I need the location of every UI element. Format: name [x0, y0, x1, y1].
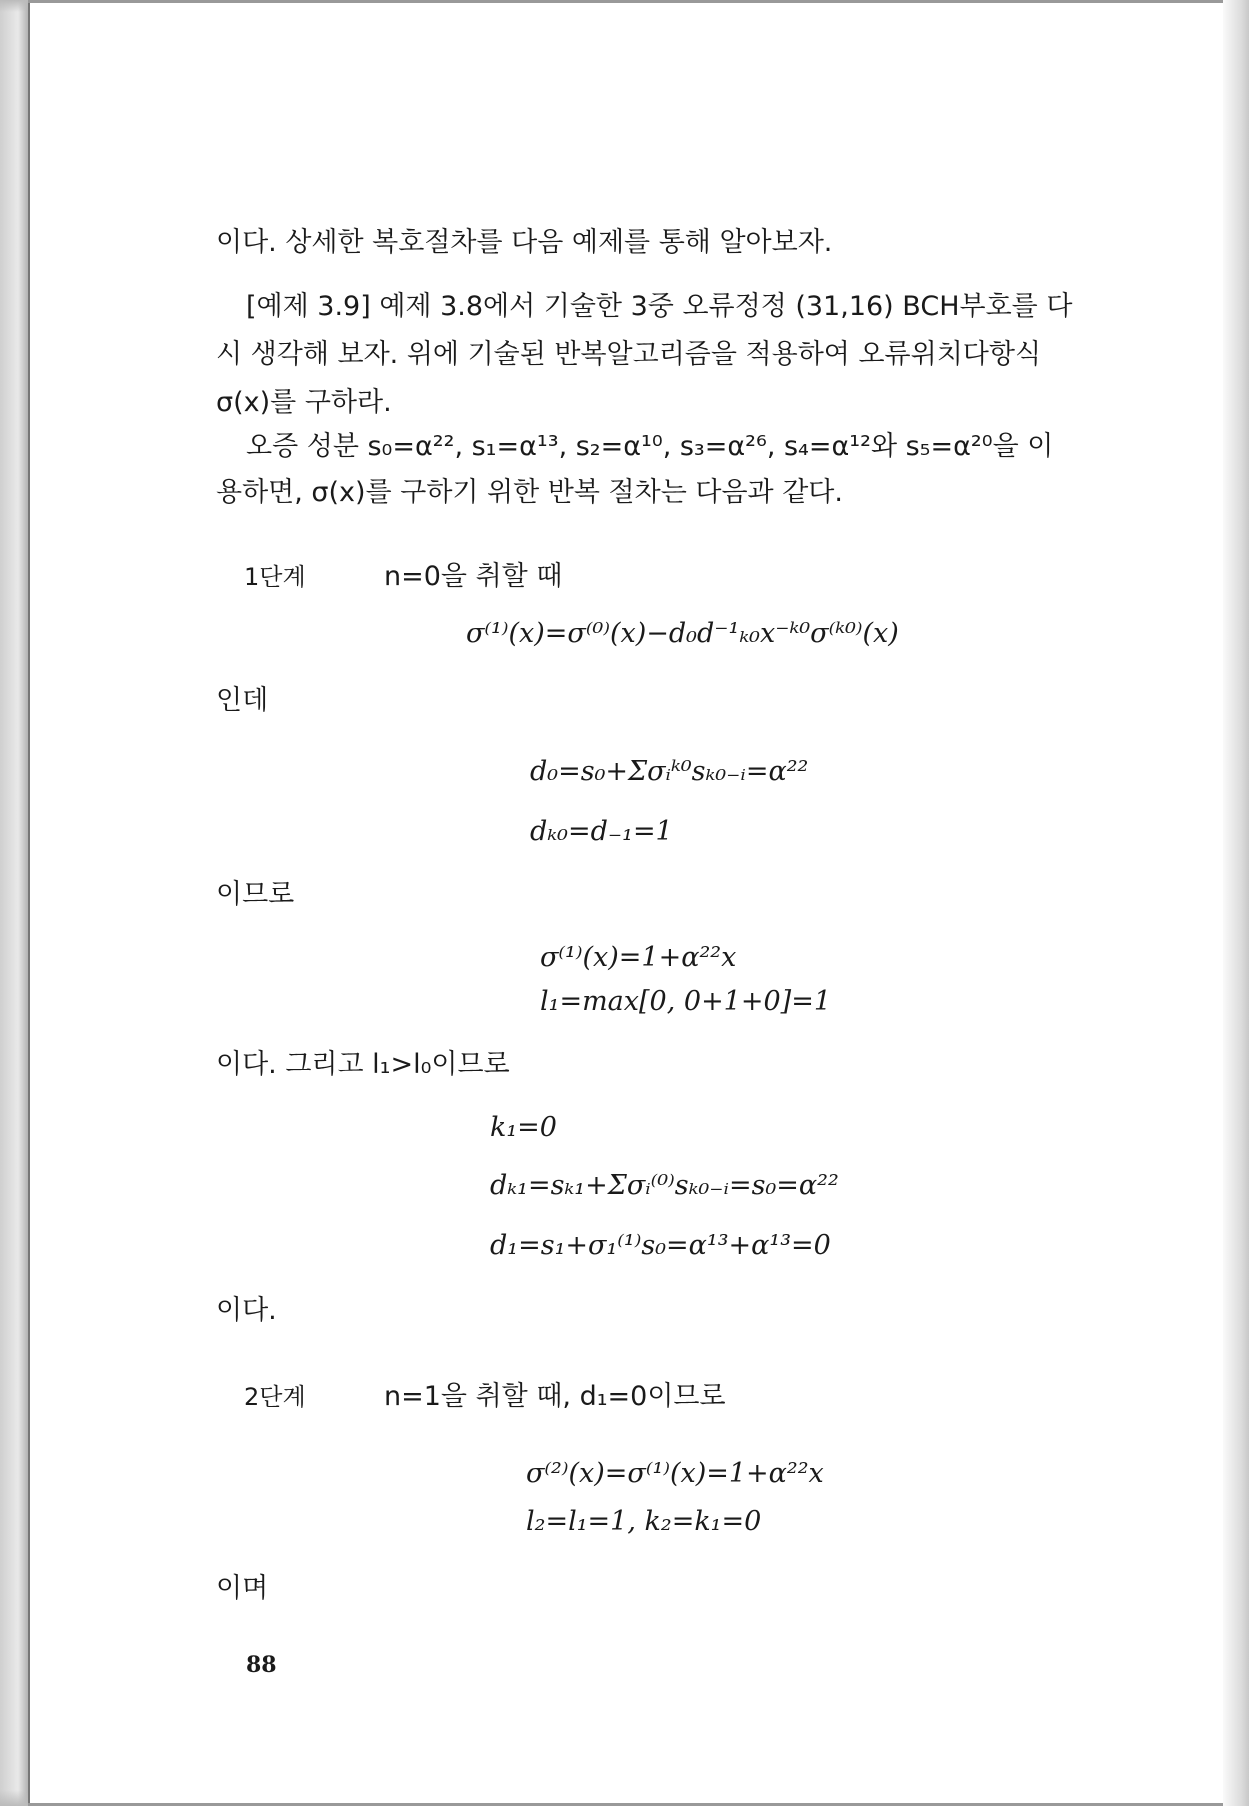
equation-sigma2: σ⁽²⁾(x)=σ⁽¹⁾(x)=1+α²²x [526, 1458, 824, 1489]
word-imyeo: 이며 [216, 1573, 269, 1604]
example-line-2: 시 생각해 보자. 위에 기술된 반복알고리즘을 적용하여 오류위치다항식 [216, 339, 1042, 370]
equation-dk1: dₖ₁=sₖ₁+Σσᵢ⁽⁰⁾sₖ₀₋ᵢ=s₀=α²² [490, 1170, 839, 1201]
step1-condition: n=0을 취할 때 [384, 561, 563, 592]
equation-k1: k₁=0 [490, 1112, 557, 1143]
example-line-3: σ(x)를 구하라. [216, 387, 392, 418]
step1-label: 1단계 [244, 563, 306, 591]
equation-l2-k2: l₂=l₁=1, k₂=k₁=0 [526, 1506, 762, 1537]
book-edge-right [1223, 0, 1249, 1806]
equation-sigma-recursion: σ⁽¹⁾(x)=σ⁽⁰⁾(x)−d₀d⁻¹ₖ₀x⁻ᵏ⁰σ⁽ᵏ⁰⁾(x) [466, 618, 899, 649]
page-number: 88 [246, 1652, 277, 1678]
intro-line: 이다. 상세한 복호절차를 다음 예제를 통해 알아보자. [216, 227, 833, 258]
word-ida: 이다. [216, 1295, 277, 1326]
book-edge-left [0, 0, 30, 1806]
step2-label: 2단계 [244, 1383, 306, 1411]
example-line-1: [예제 3.9] 예제 3.8에서 기술한 3중 오류정정 (31,16) BCH부호를 다 [246, 291, 1073, 322]
equation-dk0: dₖ₀=d₋₁=1 [530, 816, 673, 847]
syndrome-line-2: 용하면, σ(x)를 구하기 위한 반복 절차는 다음과 같다. [216, 477, 843, 508]
step2-condition: n=1을 취할 때, d₁=0이므로 [384, 1381, 726, 1412]
then-line: 이다. 그리고 l₁>l₀이므로 [216, 1049, 510, 1080]
equation-l1: l₁=max[0, 0+1+0]=1 [540, 986, 832, 1017]
syndrome-line-1: 오증 성분 s₀=α²², s₁=α¹³, s₂=α¹⁰, s₃=α²⁶, s₄=α¹²와 s₅=α²⁰을 이 [246, 431, 1054, 462]
equation-d0: d₀=s₀+Σσᵢᵏ⁰sₖ₀₋ᵢ=α²² [530, 756, 809, 787]
word-inde: 인데 [216, 685, 269, 716]
word-imeuro: 이므로 [216, 879, 295, 910]
equation-d1: d₁=s₁+σ₁⁽¹⁾s₀=α¹³+α¹³=0 [490, 1230, 831, 1261]
equation-sigma1: σ⁽¹⁾(x)=1+α²²x [540, 942, 737, 973]
page-border-top [28, 0, 1249, 3]
